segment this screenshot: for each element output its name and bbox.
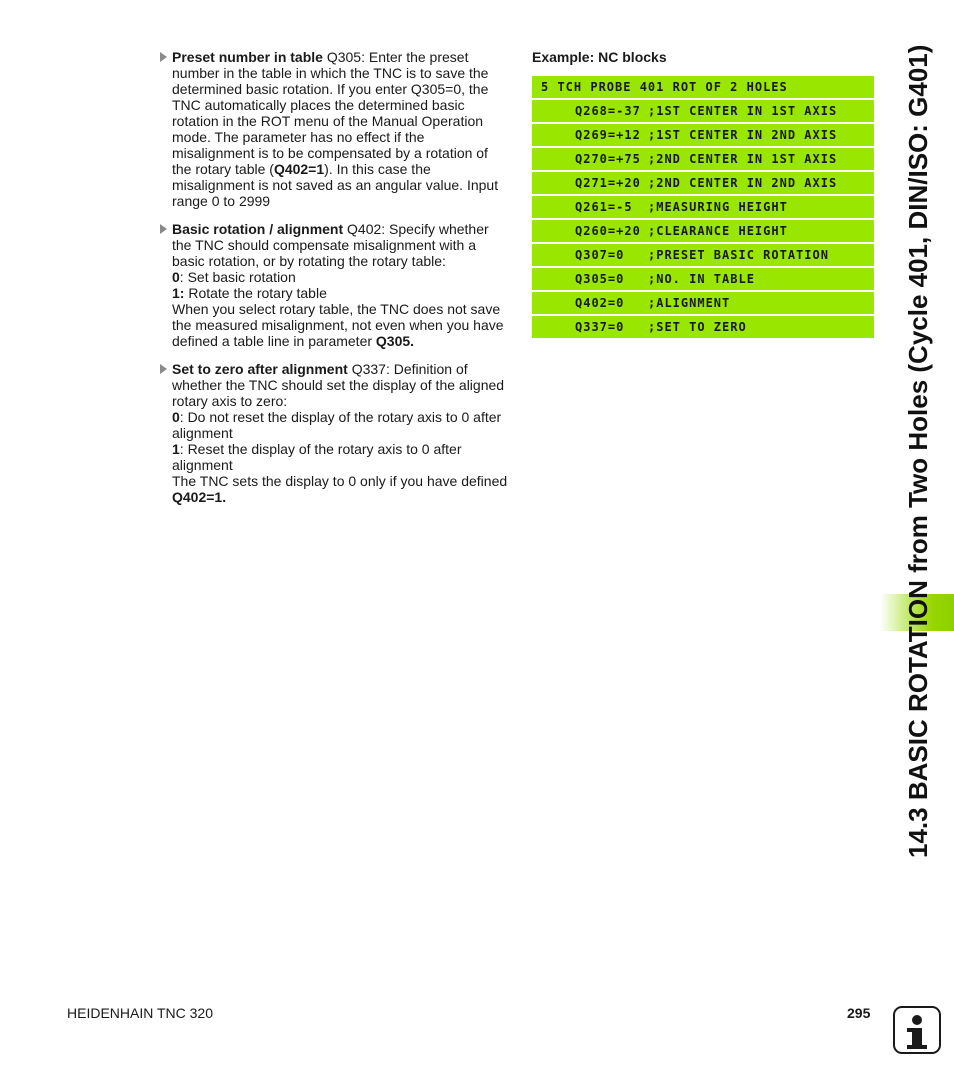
nc-block-row	[532, 100, 874, 122]
parameter-title: Preset number in table	[172, 49, 323, 65]
parameter-text-line	[172, 97, 514, 113]
nc-block-row	[532, 220, 874, 242]
nc-parameter-comment: ;ALIGNMENT	[648, 296, 731, 310]
nc-header-text: 5 TCH PROBE 401 ROT OF 2 HOLES	[541, 80, 788, 94]
parameter-text-line	[172, 317, 514, 333]
example-section	[532, 49, 874, 340]
nc-parameter-code: Q402=0	[575, 296, 625, 310]
parameter-text-line	[172, 129, 514, 145]
text-segment: mode. The parameter has no effect if the	[172, 129, 425, 145]
text-segment: 0	[172, 269, 180, 285]
example-title: Example: NC blocks	[532, 49, 667, 65]
parameter-text-line	[172, 81, 514, 97]
parameter-title: Basic rotation / alignment	[172, 221, 344, 237]
text-segment: : Do not reset the display of the rotary axis to 0 after	[179, 409, 502, 425]
triangle-bullet-icon	[160, 52, 167, 62]
parameter-text-line	[172, 161, 514, 177]
text-segment: alignment	[172, 425, 233, 441]
nc-parameter-code: Q307=0	[575, 248, 625, 262]
text-segment: Q305: Enter the preset	[326, 49, 469, 65]
text-segment: the TNC should compensate misalignment with a	[172, 237, 477, 253]
nc-parameter-code: Q268=-37	[575, 104, 641, 118]
triangle-bullet-icon	[160, 364, 167, 374]
text-segment: defined a table line in parameter	[172, 333, 376, 349]
nc-block-row	[532, 292, 874, 314]
nc-parameter-code: Q305=0	[575, 272, 625, 286]
nc-parameter-comment: ;2ND CENTER IN 2ND AXIS	[648, 176, 838, 190]
parameter-text-line	[172, 113, 514, 129]
nc-parameter-comment: ;CLEARANCE HEIGHT	[648, 224, 788, 238]
footer-product: HEIDENHAIN TNC 320	[67, 1005, 214, 1021]
page-number: 295	[847, 1005, 871, 1021]
text-segment: 1:	[172, 285, 185, 301]
text-segment: the rotary table (	[172, 161, 274, 177]
info-icon-dot	[912, 1015, 922, 1025]
parameter-text-line	[172, 377, 514, 393]
parameter-text-line	[172, 193, 514, 209]
parameter-text-line	[172, 425, 514, 441]
parameter-title: Set to zero after alignment	[172, 361, 348, 377]
parameter-text-line	[172, 253, 514, 269]
info-icon-stem	[912, 1028, 922, 1046]
nc-block-row	[532, 244, 874, 266]
parameter-text-line	[172, 489, 514, 505]
nc-parameter-code: Q261=-5	[575, 200, 633, 214]
parameter-text-line	[172, 221, 514, 237]
text-segment: 0	[172, 409, 180, 425]
text-segment: range 0 to 2999	[172, 193, 271, 209]
text-segment: Q402=1.	[172, 489, 227, 505]
text-segment: misalignment is not saved as an angular value. Input	[172, 177, 499, 193]
parameter-text-line	[172, 237, 514, 253]
parameter-text-line	[172, 177, 514, 193]
text-segment: : Set basic rotation	[179, 269, 296, 285]
parameter-text-line	[172, 49, 514, 65]
text-segment: Q337: Definition of	[351, 361, 468, 377]
text-segment: : Reset the display of the rotary axis to 0 after	[179, 441, 462, 457]
parameter-item	[158, 221, 514, 349]
parameter-item	[158, 361, 514, 505]
text-segment: Q402: Specify whether	[347, 221, 489, 237]
nc-parameter-code: Q270=+75	[575, 152, 641, 166]
nc-block-row	[532, 268, 874, 290]
parameter-text-line	[172, 393, 514, 409]
nc-block-row	[532, 316, 874, 338]
text-segment: Q305.	[375, 333, 415, 349]
nc-parameter-comment: ;1ST CENTER IN 2ND AXIS	[648, 128, 838, 142]
nc-parameter-code: Q337=0	[575, 320, 625, 334]
parameter-text-line	[172, 473, 514, 489]
text-segment: basic rotation, or by rotating the rotary table:	[172, 253, 446, 269]
text-segment: alignment	[172, 457, 233, 473]
nc-parameter-comment: ;MEASURING HEIGHT	[648, 200, 788, 214]
nc-header-row	[532, 76, 874, 98]
nc-parameter-comment: ;SET TO ZERO	[648, 320, 747, 334]
nc-parameter-comment: ;1ST CENTER IN 1ST AXIS	[648, 104, 838, 118]
nc-parameter-code: Q269=+12	[575, 128, 641, 142]
nc-block-row	[532, 172, 874, 194]
text-segment: misalignment is to be compensated by a rotation of	[172, 145, 488, 161]
text-segment: 1	[172, 441, 180, 457]
parameter-list	[158, 49, 514, 517]
parameter-text-line	[172, 65, 514, 81]
nc-block-list	[532, 100, 874, 338]
text-segment: number in the table in which the TNC is to save the	[172, 65, 489, 81]
nc-parameter-comment: ;2ND CENTER IN 1ST AXIS	[648, 152, 838, 166]
text-segment: determined basic rotation. If you enter Q305=0, the	[172, 81, 489, 97]
nc-block-row	[532, 124, 874, 146]
text-segment: ). In this case the	[324, 161, 431, 177]
nc-parameter-comment: ;PRESET BASIC ROTATION	[648, 248, 829, 262]
text-segment: the measured misalignment, not even when you have	[172, 317, 504, 333]
text-segment: Q402=1	[273, 161, 325, 177]
side-chapter-title: 14.3 BASIC ROTATION from Two Holes (Cycle 401, DIN/ISO: G401)	[903, 44, 933, 858]
parameter-text-line	[172, 269, 514, 285]
nc-parameter-code: Q271=+20	[575, 176, 641, 190]
info-icon	[893, 1006, 941, 1054]
text-segment: Rotate the rotary table	[184, 285, 327, 301]
text-segment: TNC automatically places the determined basic	[172, 97, 465, 113]
parameter-text-line	[172, 145, 514, 161]
parameter-item	[158, 49, 514, 209]
text-segment: When you select rotary table, the TNC does not save	[172, 301, 501, 317]
triangle-bullet-icon	[160, 224, 167, 234]
text-segment: The TNC sets the display to 0 only if you have defined	[172, 473, 508, 489]
nc-parameter-code: Q260=+20	[575, 224, 641, 238]
nc-block-row	[532, 148, 874, 170]
text-segment: whether the TNC should set the display of the aligned	[172, 377, 505, 393]
info-icon-base	[907, 1045, 927, 1049]
parameter-text-line	[172, 285, 514, 301]
text-segment: rotary axis to zero:	[172, 393, 288, 409]
parameter-text-line	[172, 301, 514, 317]
text-segment: rotation in the ROT menu of the Manual Operation	[172, 113, 484, 129]
parameter-text-line	[172, 457, 514, 473]
nc-block-row	[532, 196, 874, 218]
parameter-text-line	[172, 441, 514, 457]
nc-parameter-comment: ;NO. IN TABLE	[648, 272, 755, 286]
parameter-text-line	[172, 409, 514, 425]
parameter-text-line	[172, 361, 514, 377]
parameter-text-line	[172, 333, 514, 349]
